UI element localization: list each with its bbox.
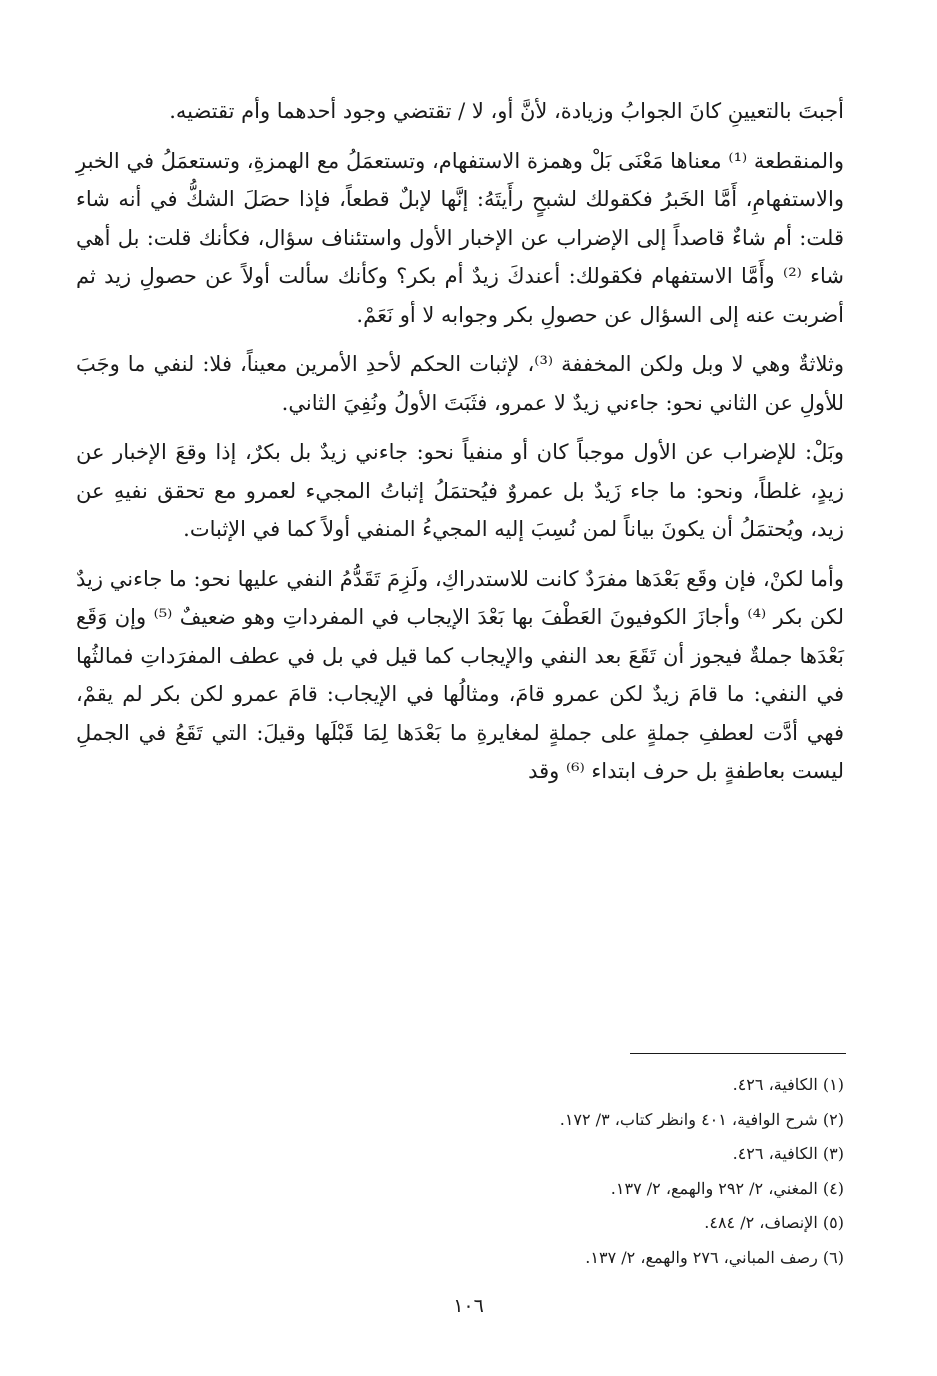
paragraph-1: أجبتَ بالتعيينِ كانَ الجوابُ وزيادة، لأنَّ أو، لا / تقتضي وجود أحدهما وأم تقتضيه. [169,99,844,123]
footnotes [76,1068,844,1275]
footnote-6: (٦) رصف المباني، ٢٧٦ والهمع، ٢/ ١٣٧. [585,1247,844,1267]
paragraph-3: وثلاثةٌ وهي لا وبل ولكن المخففة ⁽³⁾، لإثبات الحكم لأحدِ الأمرين معيناً، فلا: لنفي ما وجَبَ للأولِ عن الثاني نحو: جاءني زيدٌ لا عمرو، فثَبَتَ الأولُ ونُفِيَ الثاني. [76,352,844,415]
page-number: ١٠٦ [453,1295,484,1317]
footnote-3: (٣) الكافية، ٤٢٦. [732,1144,844,1163]
paragraph-5: وأما لكنْ، فإن وقَع بَعْدَها مفرَدٌ كانت للاستدراكِ، ولَزِمَ تَقَدُّمُ النفي عليها نحو: ما جاءني زيدٌ لكن بكر ⁽⁴⁾ وأجازَ الكوفيونَ العَطْفَ بها بَعْدَ الإيجاب في المفرداتِ وهو ضعيفٌ ⁽⁵⁾ وإن وَقَع بَعْدَها جملةٌ فيجوز أن تَقَعَ بعد النفي والإيجاب كما قيل في بل في عطف المفرَداتِ فمالثُها في النفي: ما قامَ زيدٌ لكن عمرو قامَ، ومثالُها في الإيجاب: قامَ عمرو لكن بكر لم يقمْ، فهي أدَّت لعطفِ جملةٍ على جملةٍ لمغايرةِ ما بَعْدَها لِمَا قَبْلَها وقيلَ: التي تَقَعُ في الجملِ ليست بعاطفةٍ بل حرف ابتداء ⁽⁶⁾ وقد [76,566,844,783]
footnote-divider [630,1053,846,1054]
paragraph-4: وبَلْ: للإضراب عن الأول موجباً كان أو منفياً نحو: جاءني زيدٌ بل بكرٌ، إذا وقعَ الإخبار عن زيدٍ، غلطاً، ونحو: ما جاء زَيدٌ بل عمروٌ فيُحتمَلُ إثباتُ المجيء لعمرو مع تحقق نفيهِ عن زيد، ويُحتمَلُ أن يكونَ بياناً لمن نُسِبَ إليه المجيءُ المنفي أولاً كما في الإثبات. [76,440,844,541]
paragraph-2: والمنقطعة ⁽¹⁾ معناها مَعْنَى بَلْ وهمزة الاستفهام، وتستعمَلُ مع الهمزةِ، وتستعمَلُ في الخبرِ والاستفهامِ، أَمَّا الخَبرُ فكقولك لشبحٍ رأَيتَهُ: إنَّها لإبلٌ قطعاً، فإذا حصَلَ الشكُّ في أنه شاء قلت: أم شاءٌ قاصداً إلى الإضراب عن الإخبار الأول واستئناف سؤال، فكأنك قلت: بل أهي شاء ⁽²⁾ وأَمَّا الاستفهام فكقولك: أعندكَ زيدٌ أم بكر؟ وكأنك سألت أولاً عن حصولِ زيد ثم أضربت عنه إلى السؤال عن حصولِ بكر وجوابه لا أو نَعَمْ. [76,148,844,327]
main-text [76,92,844,802]
footnote-1: (١) الكافية، ٤٢٦. [732,1075,844,1094]
footnote-4: (٤) المغني، ٢/ ٢٩٢ والهمع، ٢/ ١٣٧. [610,1178,844,1198]
footnote-5: (٥) الإنصاف، ٢/ ٤٨٤. [704,1213,844,1232]
footnote-2: (٢) شرح الوافية، ٤٠١ وانظر كتاب، ٣/ ١٧٢. [559,1109,844,1129]
